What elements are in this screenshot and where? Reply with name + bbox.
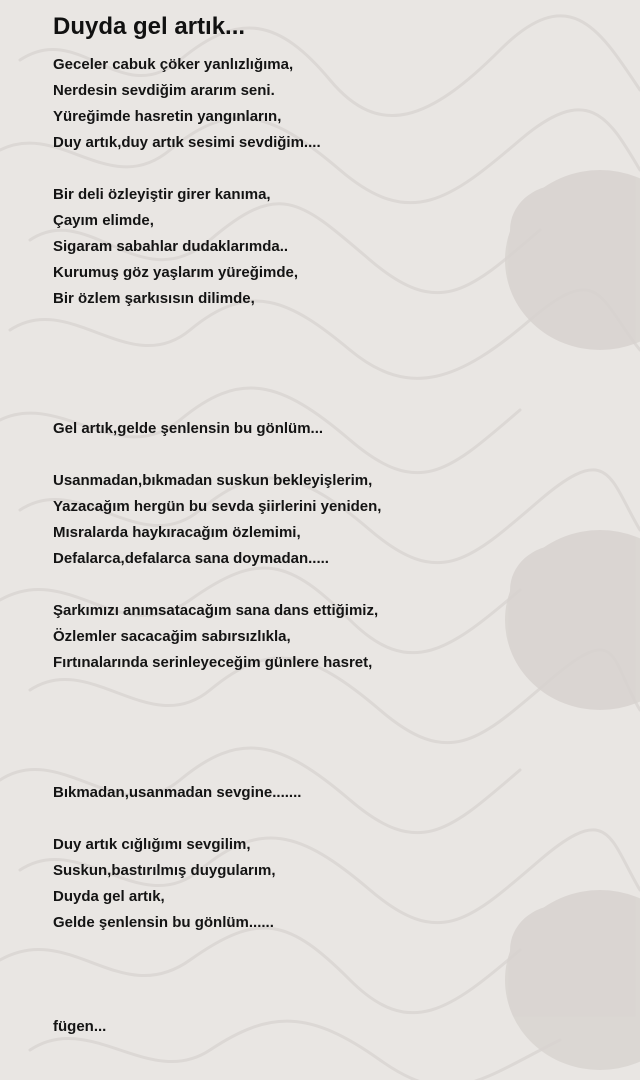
poem-line: Usanmadan,bıkmadan suskun bekleyişlerim,: [53, 472, 373, 489]
stanza: [53, 598, 613, 676]
poem-line: Suskun,bastırılmış duygularım,: [53, 862, 276, 879]
stanza: [53, 182, 613, 312]
poem-line: Yüreğimde hasretin yangınların,: [53, 108, 282, 125]
stanza: [53, 468, 613, 572]
poem-line: Gel artık,gelde şenlensin bu gönlüm...: [53, 420, 324, 437]
poem-line: Bir özlem şarkısısın dilimde,: [53, 290, 255, 307]
poem-line: Bıkmadan,usanmadan sevgine.......: [53, 784, 302, 801]
poem-line: Şarkımızı anımsatacağım sana dans ettiğimiz,: [53, 602, 379, 619]
poem-line: Duy artık,duy artık sesimi sevdiğim....: [53, 134, 321, 151]
poem-line: Fırtınalarında serinleyeceğim günlere hasret,: [53, 654, 373, 671]
stanza: [53, 780, 613, 806]
poem-line: Duy artık cığlığımı sevgilim,: [53, 836, 251, 853]
poem-body: [53, 52, 613, 1040]
poem-line: Bir deli özleyiştir girer kanıma,: [53, 186, 271, 203]
poem-line: Gelde şenlensin bu gönlüm......: [53, 914, 274, 931]
poem-line: Özlemler sacacağim sabırsızlıkla,: [53, 628, 291, 645]
poem-container: [53, 12, 613, 1040]
stanza: [53, 416, 613, 442]
poem-line: Defalarca,defalarca sana doymadan.....: [53, 550, 329, 567]
poem-line: Çayım elimde,: [53, 212, 154, 229]
stanza: [53, 832, 613, 936]
poem-line: Duyda gel artık,: [53, 888, 165, 905]
poem-line: Geceler cabuk çöker yanlızlığıma,: [53, 56, 294, 73]
stanza: [53, 52, 613, 156]
poem-line: Nerdesin sevdiğim ararım seni.: [53, 82, 275, 99]
poem-line: Mısralarda haykıracağım özlemimi,: [53, 524, 301, 541]
poem-line: Sigaram sabahlar dudaklarımda..: [53, 238, 289, 255]
poem-signature: fügen...: [53, 1018, 107, 1035]
poem-line: Kurumuş göz yaşlarım yüreğimde,: [53, 264, 299, 281]
poem-line: Yazacağım hergün bu sevda şiirlerini yeniden,: [53, 498, 382, 515]
poem-title: Duyda gel artık...: [53, 13, 246, 40]
